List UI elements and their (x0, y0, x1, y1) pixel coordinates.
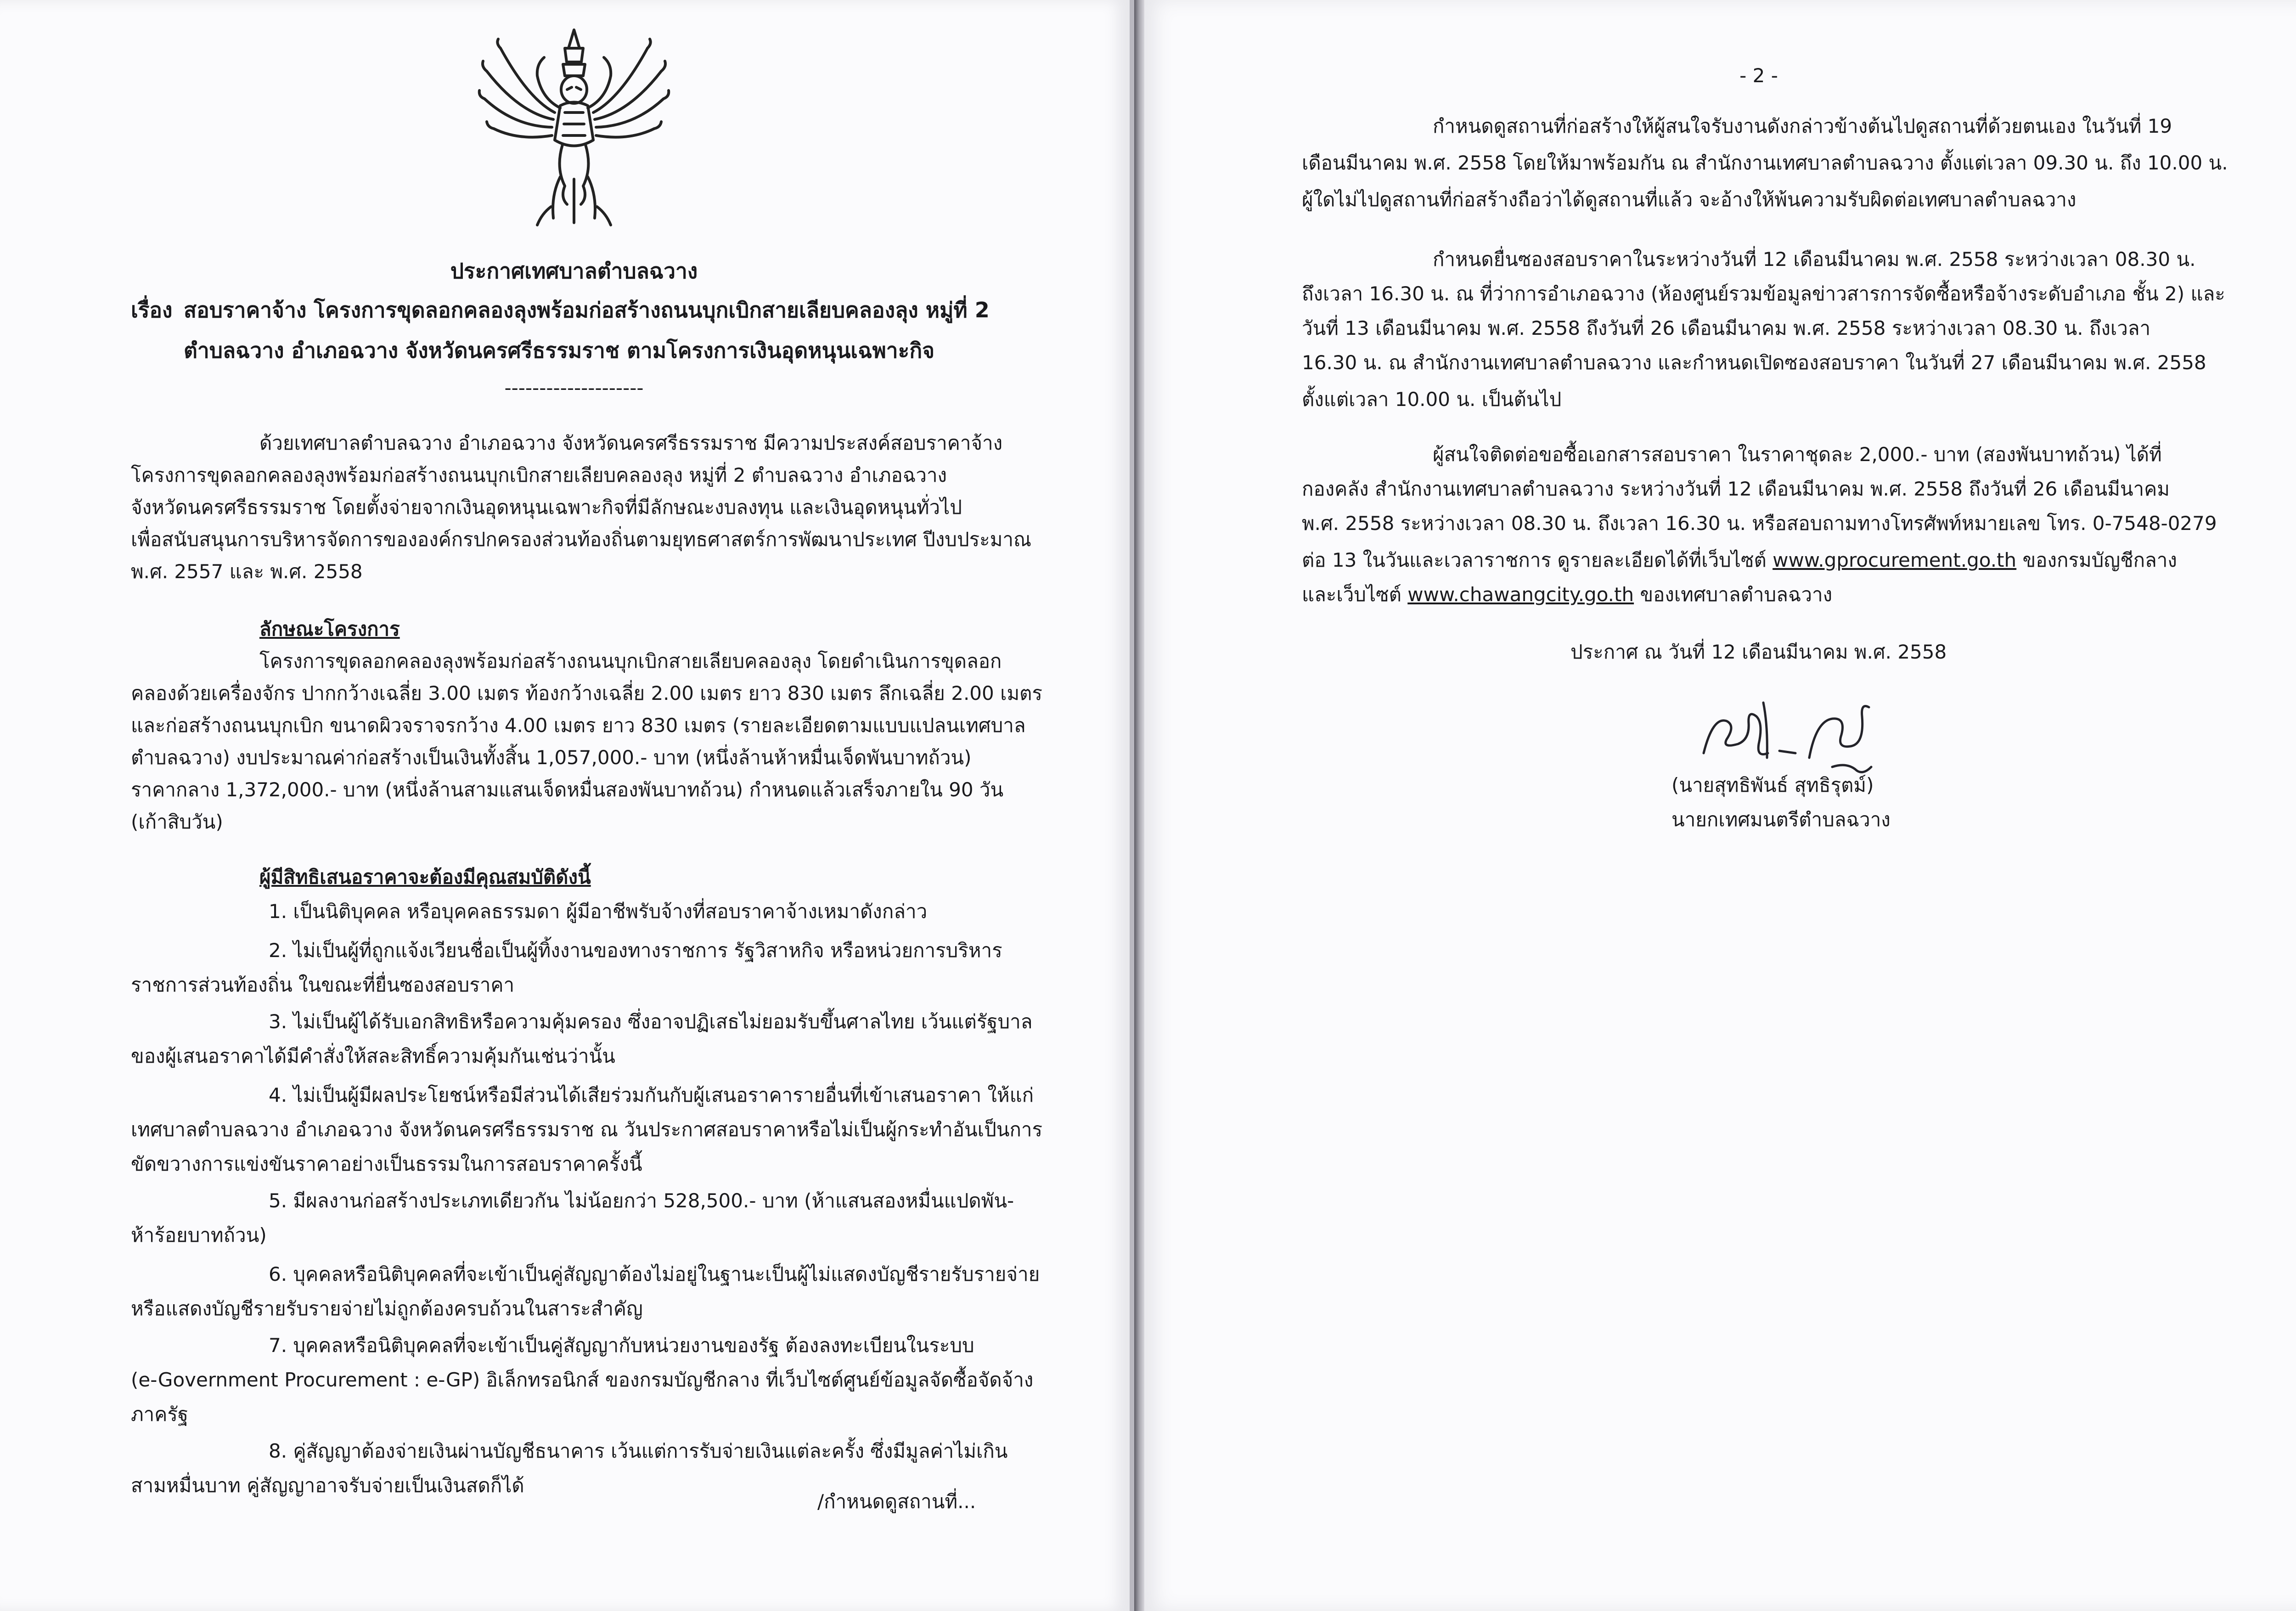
qualification-item: 3. ไม่เป็นผู้ได้รับเอกสิทธิหรือความคุ้มครอง ซึ่งอาจปฏิเสธไม่ยอมรับขึ้นศาลไทย เว้นแต่รัฐบาล (269, 1010, 1033, 1033)
submission-line: 16.30 น. ณ สำนักงานเทศบาลตำบลฉวาง และกำหนดเปิดซองสอบราคา ในวันที่ 27 เดือนมีนาคม พ.ศ. 2558 (1302, 351, 2206, 374)
project-line: ตำบลฉวาง) งบประมาณค่าก่อสร้างเป็นเงินทั้งสิ้น 1,057,000.- บาท (หนึ่งล้านห้าหมื่นเจ็ดพันบาทถ้วน) (131, 746, 972, 769)
chawangcity-link[interactable]: www.chawangcity.go.th (1407, 583, 1634, 606)
qualification-item: 6. บุคคลหรือนิติบุคคลที่จะเข้าเป็นคู่สัญญาต้องไม่อยู่ในฐานะเป็นผู้ไม่แสดงบัญชีรายรับรายจ่าย (269, 1263, 1040, 1285)
subject-label: เรื่อง (131, 298, 173, 322)
intro-line: ด้วยเทศบาลตำบลฉวาง อำเภอฉวาง จังหวัดนครศรีธรรมราช มีความประสงค์สอบราคาจ้าง (259, 432, 1003, 454)
purchase-line: กองคลัง สำนักงานเทศบาลตำบลฉวาง ระหว่างวันที่ 12 เดือนมีนาคม พ.ศ. 2558 ถึงวันที่ 26 เดือนมีนาคม (1302, 478, 2170, 500)
qualification-item: 1. เป็นนิติบุคคล หรือบุคคลธรรมดา ผู้มีอาชีพรับจ้างที่สอบราคาจ้างเหมาดังกล่าว (269, 900, 928, 923)
signer-title: นายกเทศมนตรีตำบลฉวาง (1671, 808, 1891, 831)
qualification-item: 5. มีผลงานก่อสร้างประเภทเดียวกัน ไม่น้อยกว่า 528,500.- บาท (ห้าแสนสองหมื่นแปดพัน- (269, 1189, 1014, 1212)
purchase-line-text: ต่อ 13 ในวันและเวลาราชการ ดูรายละเอียดได้ที่เว็บไซต์ (1302, 549, 1773, 571)
announcement-date: ประกาศ ณ วันที่ 12 เดือนมีนาคม พ.ศ. 2558 (1570, 641, 1947, 663)
qualification-item: 7. บุคคลหรือนิติบุคคลที่จะเข้าเป็นคู่สัญญากับหน่วยงานของรัฐ ต้องลงทะเบียนในระบบ (269, 1334, 974, 1357)
submission-line: ถึงเวลา 16.30 น. ณ ที่ว่าการอำเภอฉวาง (ห้องศูนย์รวมข้อมูลข่าวสารการจัดซื้อหรือจ้างระดับอำเภอ ชั้น 2) และ (1302, 282, 2225, 305)
qualifications-heading: ผู้มีสิทธิเสนอราคาจะต้องมีคุณสมบัติดังนี้ (259, 866, 591, 888)
continuation-note: /กำหนดดูสถานที่... (817, 1490, 976, 1513)
qualification-item: ของผู้เสนอราคาได้มีคำสั่งให้สละสิทธิ์ความคุ้มกันเช่นว่านั้น (131, 1045, 615, 1067)
handwritten-signature-icon (1694, 689, 1887, 781)
signer-name: (นายสุทธิพันธ์ สุทธิรุตม์) (1671, 774, 1874, 796)
site-visit-line: กำหนดดูสถานที่ก่อสร้างให้ผู้สนใจรับงานดังกล่าวข้างต้นไปดูสถานที่ด้วยตนเอง ในวันที่ 19 (1433, 115, 2172, 137)
qualification-item: ภาครัฐ (131, 1403, 189, 1425)
submission-line: กำหนดยื่นซองสอบราคาในระหว่างวันที่ 12 เดือนมีนาคม พ.ศ. 2558 ระหว่างเวลา 08.30 น. (1433, 248, 2196, 270)
intro-line: เพื่อสนับสนุนการบริหารจัดการขององค์กรปกครองส่วนท้องถิ่นตามยุทธศาสตร์การพัฒนาประเทศ ปีงบประมาณ (131, 528, 1031, 551)
purchase-line: ผู้สนใจติดต่อขอซื้อเอกสารสอบราคา ในราคาชุดละ 2,000.- บาท (สองพันบาทถ้วน) ได้ที่ (1433, 443, 2162, 466)
qualification-item: เทศบาลตำบลฉวาง อำเภอฉวาง จังหวัดนครศรีธรรมราช ณ วันประกาศสอบราคาหรือไม่เป็นผู้กระทำอันเป็นการ (131, 1118, 1043, 1141)
page-gutter (1134, 0, 1144, 1611)
announcement-title: ประกาศเทศบาลตำบลฉวาง (450, 259, 698, 283)
purchase-line-text: และเว็บไซต์ (1302, 583, 1408, 606)
title-divider: -------------------- (504, 377, 644, 399)
project-line: และก่อสร้างถนนบุกเบิก ขนาดผิวจราจรกว้าง 4.00 เมตร ยาว 830 เมตร (รายละเอียดตามแบบแปลนเทศบาล (131, 714, 1026, 737)
project-line: โครงการขุดลอกคลองลุงพร้อมก่อสร้างถนนบุกเบิกสายเลียบคลองลุง โดยดำเนินการขุดลอก (259, 650, 1002, 672)
project-line: (เก้าสิบวัน) (131, 811, 223, 833)
purchase-line-text: ของเทศบาลตำบลฉวาง (1634, 583, 1833, 606)
purchase-line-text: ของกรมบัญชีกลาง (2016, 549, 2177, 571)
qualification-item: 2. ไม่เป็นผู้ที่ถูกแจ้งเวียนชื่อเป็นผู้ทิ้งงานของทางราชการ รัฐวิสาหกิจ หรือหน่วยการบริหาร (269, 939, 1002, 962)
qualification-item: หรือแสดงบัญชีรายรับรายจ่ายไม่ถูกต้องครบถ้วนในสาระสำคัญ (131, 1297, 643, 1320)
purchase-line: พ.ศ. 2558 ระหว่างเวลา 08.30 น. ถึงเวลา 16.30 น. หรือสอบถามทางโทรศัพท์หมายเลข โทร. 0-7548-0279 (1302, 512, 2217, 535)
subject-line-1: สอบราคาจ้าง โครงการขุดลอกคลองลุงพร้อมก่อสร้างถนนบุกเบิกสายเลียบคลองลุง หมู่ที่ 2 (184, 298, 990, 322)
submission-line: ตั้งแต่เวลา 10.00 น. เป็นต้นไป (1302, 388, 1562, 411)
qualification-item: 4. ไม่เป็นผู้มีผลประโยชน์หรือมีส่วนได้เสียร่วมกันกับผู้เสนอราคารายอื่นที่เข้าเสนอราคา ให้แก่ (269, 1084, 1034, 1106)
site-visit-line: เดือนมีนาคม พ.ศ. 2558 โดยให้มาพร้อมกัน ณ สำนักงานเทศบาลตำบลฉวาง ตั้งแต่เวลา 09.30 น. ถึง 10.00 น. (1302, 152, 2228, 174)
project-line: คลองด้วยเครื่องจักร ปากกว้างเฉลี่ย 3.00 เมตร ท้องกว้างเฉลี่ย 2.00 เมตร ยาว 830 เมตร ลึกเฉลี่ย 2.00 เมตร (131, 682, 1042, 704)
intro-line: โครงการขุดลอกคลองลุงพร้อมก่อสร้างถนนบุกเบิกสายเลียบคลองลุง หมู่ที่ 2 ตำบลฉวาง อำเภอฉวาง (131, 464, 947, 486)
submission-line: วันที่ 13 เดือนมีนาคม พ.ศ. 2558 ถึงวันที่ 26 เดือนมีนาคม พ.ศ. 2558 ระหว่างเวลา 08.30 น. ถึงเวลา (1302, 317, 2151, 339)
purchase-line (1302, 546, 2177, 574)
purchase-line (1302, 581, 1832, 608)
qualification-item: ห้าร้อยบาทถ้วน) (131, 1224, 267, 1246)
qualification-item: 8. คู่สัญญาต้องจ่ายเงินผ่านบัญชีธนาคาร เว้นแต่การรับจ่ายเงินแต่ละครั้ง ซึ่งมีมูลค่าไม่เกิน (269, 1440, 1008, 1462)
subject-line-2: ตำบลฉวาง อำเภอฉวาง จังหวัดนครศรีธรรมราช ตามโครงการเงินอุดหนุนเฉพาะกิจ (184, 338, 935, 363)
qualification-item: ขัดขวางการแข่งขันราคาอย่างเป็นธรรมในการสอบราคาครั้งนี้ (131, 1153, 642, 1175)
page-number: - 2 - (1739, 64, 1778, 87)
intro-line: จังหวัดนครศรีธรรมราช โดยตั้งจ่ายจากเงินอุดหนุนเฉพาะกิจที่มีลักษณะงบลงทุน และเงินอุดหนุนทั่วไป (131, 496, 962, 518)
intro-line: พ.ศ. 2557 และ พ.ศ. 2558 (131, 560, 363, 583)
qualification-item: สามหมื่นบาท คู่สัญญาอาจรับจ่ายเป็นเงินสดก็ได้ (131, 1474, 524, 1497)
project-heading: ลักษณะโครงการ (259, 618, 400, 640)
garuda-emblem-icon (473, 21, 675, 232)
qualification-item: (e-Government Procurement : e-GP) อิเล็กทรอนิกส์ ของกรมบัญชีกลาง ที่เว็บไซต์ศูนย์ข้อมูลจัดซื้อจัดจ้าง (131, 1369, 1034, 1391)
gprocurement-link[interactable]: www.gprocurement.go.th (1773, 549, 2017, 571)
site-visit-line: ผู้ใดไม่ไปดูสถานที่ก่อสร้างถือว่าได้ดูสถานที่แล้ว จะอ้างให้พ้นความรับผิดต่อเทศบาลตำบลฉวาง (1302, 188, 2077, 211)
project-line: ราคากลาง 1,372,000.- บาท (หนึ่งล้านสามแสนเจ็ดหมื่นสองพันบาทถ้วน) กำหนดแล้วเสร็จภายใน 90 วัน (131, 778, 1004, 801)
page-2 (1144, 0, 2296, 1611)
qualification-item: ราชการส่วนท้องถิ่น ในขณะที่ยื่นซองสอบราคา (131, 974, 515, 996)
